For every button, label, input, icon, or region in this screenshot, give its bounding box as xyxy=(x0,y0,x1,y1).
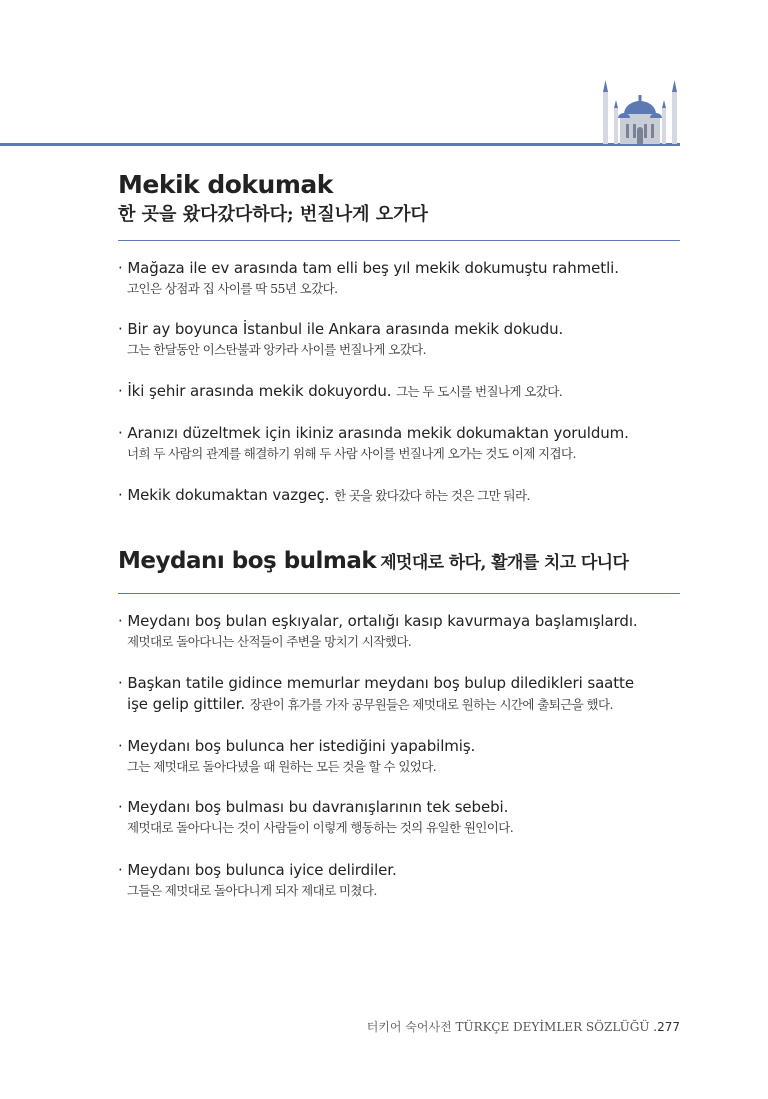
example-korean: 한 곳을 왔다갔다 하는 것은 그만 둬라. xyxy=(334,488,530,503)
example-item xyxy=(118,611,688,651)
example-turkish: · Meydanı boş bulması bu davranışlarının tek sebebi. xyxy=(118,798,509,816)
example-korean: 제멋대로 돌아다니는 산적들이 주변을 망치기 시작했다. xyxy=(127,634,412,649)
example-korean: 그들은 제멋대로 돌아다니게 되자 제대로 미쳤다. xyxy=(127,883,377,898)
book-title: 터키어 숙어사전 TÜRKÇE DEYİMLER SÖZLÜĞÜ xyxy=(366,1020,650,1034)
example-item xyxy=(118,423,688,463)
example-korean: 그는 두 도시를 번질나게 오갔다. xyxy=(396,384,563,399)
example-item xyxy=(118,381,688,402)
entry-korean-meaning: 제멋대로 하다, 활개를 치고 다니다 xyxy=(380,553,629,573)
header-rule xyxy=(0,143,680,146)
example-item xyxy=(118,673,688,715)
entry-header xyxy=(118,170,680,228)
mosque-icon xyxy=(600,78,680,144)
example-turkish: · Meydanı boş bulunca her istediğini yapabilmiş. xyxy=(118,737,476,755)
example-turkish: · Bir ay boyunca İstanbul ile Ankara arasında mekik dokudu. xyxy=(118,320,564,338)
example-korean: 그는 한달동안 이스탄불과 앙카라 사이를 번질나게 오갔다. xyxy=(127,342,427,357)
example-item xyxy=(118,736,688,776)
page-number: .277 xyxy=(653,1020,680,1034)
example-item xyxy=(118,485,688,506)
page-footer xyxy=(367,1018,680,1035)
example-turkish: · Mağaza ile ev arasında tam elli beş yıl mekik dokumuştu rahmetli. xyxy=(118,259,619,277)
example-korean: 장관이 휴가를 가자 공무원들은 제멋대로 원하는 시간에 출퇴근을 했다. xyxy=(249,697,613,712)
entry-header xyxy=(118,548,680,574)
example-turkish: · Meydanı boş bulunca iyice delirdiler. xyxy=(118,861,397,879)
example-korean: 제멋대로 돌아다니는 것이 사람들이 이렇게 행동하는 것의 유일한 원인이다. xyxy=(127,820,514,835)
entry-korean-meaning: 한 곳을 왔다갔다하다; 번질나게 오가다 xyxy=(118,204,428,225)
entry-divider xyxy=(118,593,680,594)
example-item xyxy=(118,797,688,837)
example-item xyxy=(118,860,688,900)
entry-title: Meydanı boş bulmak xyxy=(118,548,377,574)
example-turkish: · Başkan tatile gidince memurlar meydanı boş bulup diledikleri saatte xyxy=(118,674,634,692)
example-item xyxy=(118,258,688,298)
example-item xyxy=(118,319,688,359)
example-korean: 그는 제멋대로 돌아다녔을 때 원하는 모든 것을 할 수 있었다. xyxy=(127,759,437,774)
example-turkish-cont: işe gelip gittiler. xyxy=(127,695,246,713)
example-turkish: · Mekik dokumaktan vazgeç. xyxy=(118,486,330,504)
example-turkish: · Meydanı boş bulan eşkıyalar, ortalığı kasıp kavurmaya başlamışlardı. xyxy=(118,612,638,630)
entry-divider xyxy=(118,240,680,241)
example-korean: 너희 두 사람의 관계를 해결하기 위해 두 사람 사이를 번질나게 오가는 것도 이제 지겹다. xyxy=(127,446,576,461)
example-turkish: · Aranızı düzeltmek için ikiniz arasında mekik dokumaktan yoruldum. xyxy=(118,424,629,442)
example-turkish: · İki şehir arasında mekik dokuyordu. xyxy=(118,382,392,400)
example-korean: 고인은 상점과 집 사이를 딱 55년 오갔다. xyxy=(127,281,338,296)
entry-title: Mekik dokumak xyxy=(118,170,333,199)
